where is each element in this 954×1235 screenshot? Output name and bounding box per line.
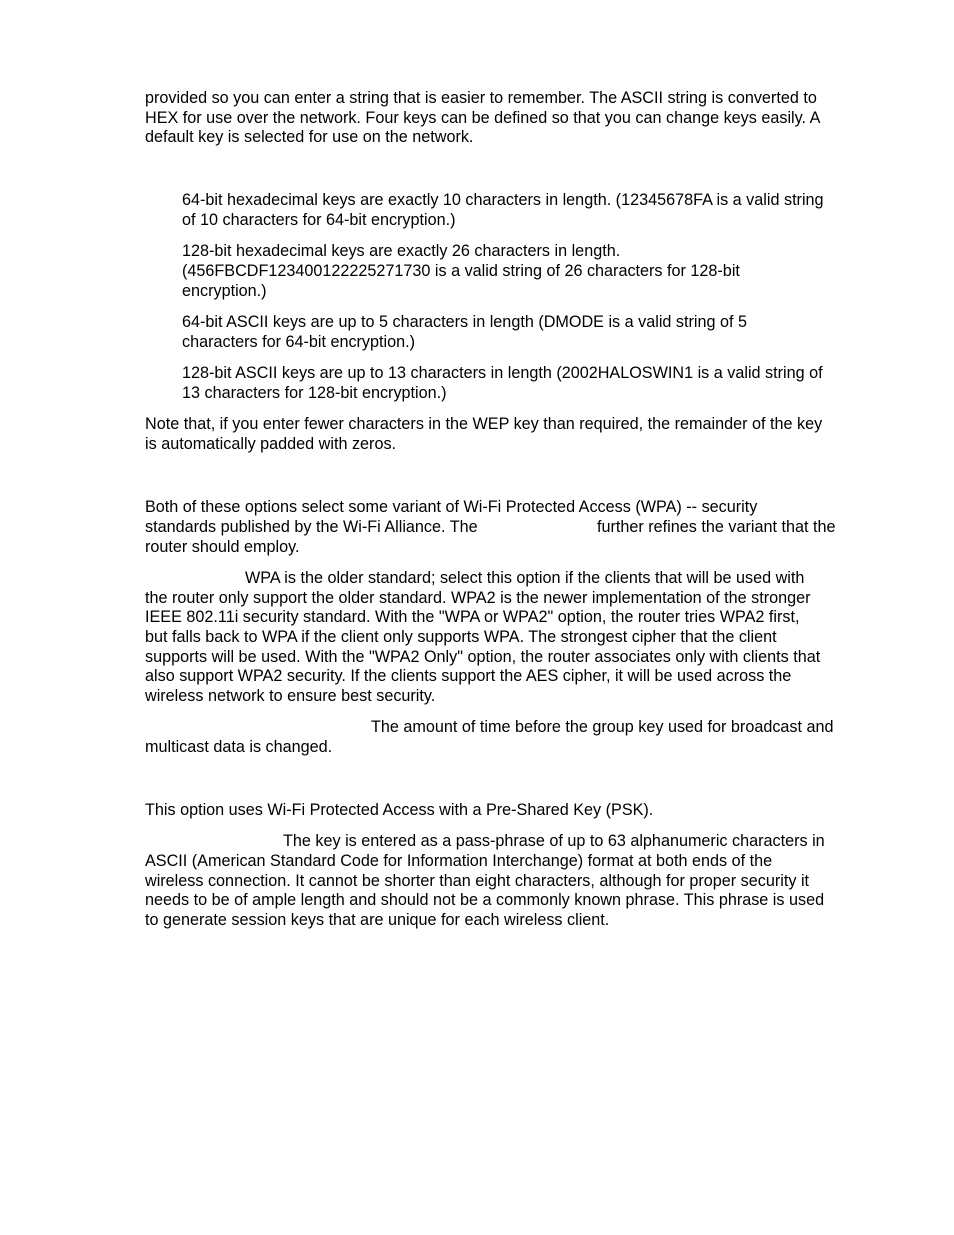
text-line: (456FBCDF123400122225271730 is a valid string of 26 characters for 128-bit <box>182 262 740 280</box>
text-line: router should employ. <box>145 538 300 556</box>
text-line: also support WPA2 security. If the clients support the AES cipher, it will be used across the <box>145 667 792 685</box>
text-line: further refines the variant that the <box>597 518 836 536</box>
text-line: WPA is the older standard; select this option if the clients that will be used with <box>245 569 805 587</box>
text-line: standards published by the Wi-Fi Alliance. The <box>145 518 478 536</box>
text-line: 128-bit hexadecimal keys are exactly 26 characters in length. <box>182 242 621 260</box>
text-line: provided so you can enter a string that is easier to remember. The ASCII string is converted to <box>145 89 817 107</box>
text-line: multicast data is changed. <box>145 738 333 756</box>
text-line: to generate session keys that are unique for each wireless client. <box>145 911 610 929</box>
text-line: The key is entered as a pass-phrase of up to 63 alphanumeric characters in <box>283 832 825 850</box>
text-line: wireless network to ensure best security. <box>145 687 436 705</box>
text-line: default key is selected for use on the network. <box>145 128 474 146</box>
text-line: needs to be of ample length and should not be a commonly known phrase. This phrase is used <box>145 891 825 909</box>
text-line: Note that, if you enter fewer characters in the WEP key than required, the remainder of the key <box>145 415 823 433</box>
text-line: 64-bit ASCII keys are up to 5 characters in length (DMODE is a valid string of 5 <box>182 313 748 331</box>
text-line: is automatically padded with zeros. <box>145 435 397 453</box>
text-line: HEX for use over the network. Four keys can be defined so that you can change keys easily. A <box>145 109 821 127</box>
text-line: 64-bit hexadecimal keys are exactly 10 characters in length. (12345678FA is a valid string <box>182 191 824 209</box>
text-line: characters for 64-bit encryption.) <box>182 333 416 351</box>
text-line: but falls back to WPA if the client only supports WPA. The strongest cipher that the client <box>145 628 777 646</box>
text-line: 128-bit ASCII keys are up to 13 characters in length (2002HALOSWIN1 is a valid string of <box>182 364 823 382</box>
text-line: wireless connection. It cannot be shorter than eight characters, although for proper security it <box>145 872 810 890</box>
text-line: encryption.) <box>182 282 267 300</box>
text-line: Both of these options select some variant of Wi-Fi Protected Access (WPA) -- security <box>145 498 758 516</box>
text-line: The amount of time before the group key used for broadcast and <box>371 718 834 736</box>
text-line: the router only support the older standard. WPA2 is the newer implementation of the stronger <box>145 589 811 607</box>
text-line: of 10 characters for 64-bit encryption.) <box>182 211 456 229</box>
text-line: supports will be used. With the "WPA2 Only" option, the router associates only with clients that <box>145 648 821 666</box>
text-line: ASCII (American Standard Code for Information Interchange) format at both ends of the <box>145 852 773 870</box>
text-line: This option uses Wi-Fi Protected Access with a Pre-Shared Key (PSK). <box>145 801 654 819</box>
text-line: 13 characters for 128-bit encryption.) <box>182 384 447 402</box>
text-line: IEEE 802.11i security standard. With the "WPA or WPA2" option, the router tries WPA2 first, <box>145 608 800 626</box>
